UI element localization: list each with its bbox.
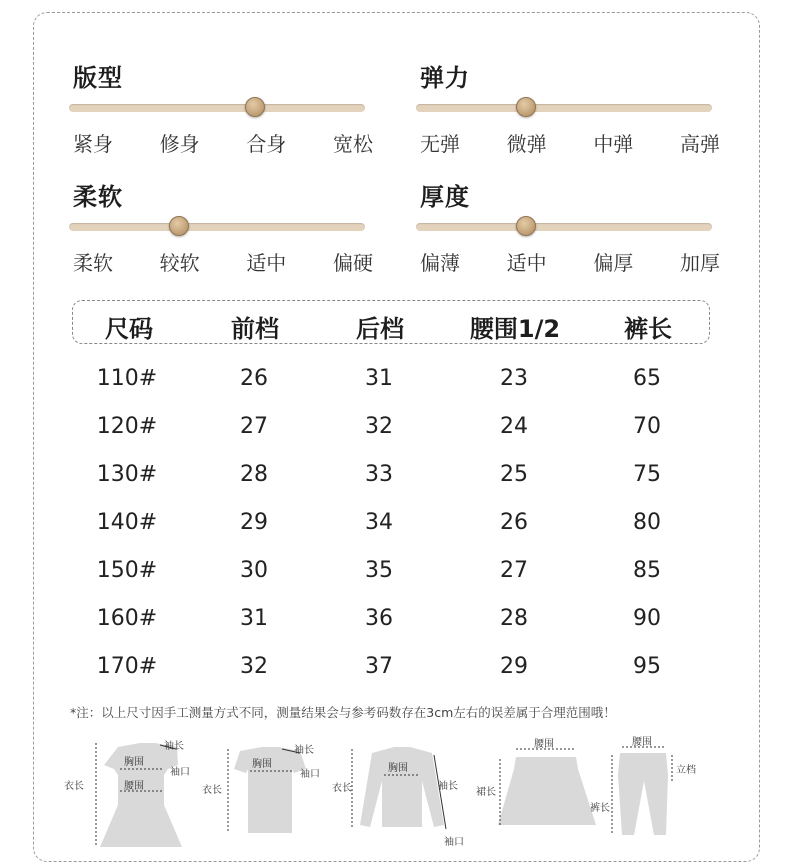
slider-knob <box>169 216 189 236</box>
attribute-elasticity <box>420 58 720 156</box>
option-label: 宽松 <box>332 132 373 156</box>
table-cell: 24 <box>500 414 528 439</box>
table-cell: 33 <box>365 462 393 487</box>
tshirt-chest-label: 胸围 <box>252 759 272 770</box>
table-cell: 28 <box>500 606 528 631</box>
pants-diagram <box>590 736 696 835</box>
skirt-length-label: 裙长 <box>476 787 496 798</box>
table-cell: 31 <box>240 606 268 631</box>
skirt-waist-label: 腰围 <box>534 739 554 750</box>
option-label: 微弹 <box>506 132 547 156</box>
sweater-cuff-label: 袖口 <box>444 837 464 848</box>
attribute-thickness <box>420 177 720 275</box>
dress-diagram <box>64 739 190 847</box>
table-cell: 34 <box>365 510 393 535</box>
table-cell: 35 <box>365 558 393 583</box>
table-cell: 25 <box>500 462 528 487</box>
table-cell: 23 <box>500 366 528 391</box>
table-cell: 65 <box>633 366 661 391</box>
skirt-diagram <box>476 738 596 825</box>
table-cell: 95 <box>633 654 661 679</box>
option-label: 柔软 <box>73 251 113 275</box>
pants-rise-label: 立档 <box>676 765 696 776</box>
header-back-rise: 后档 <box>356 315 404 343</box>
table-cell: 32 <box>240 654 268 679</box>
option-label: 适中 <box>246 251 287 275</box>
attribute-title: 版型 <box>73 64 123 92</box>
dress-chest-label: 胸围 <box>124 757 144 768</box>
table-cell: 85 <box>633 558 661 583</box>
slider-track <box>69 223 365 231</box>
sweater-sleeve-label: 袖长 <box>438 781 458 792</box>
dress-length-label: 衣长 <box>64 781 84 792</box>
table-cell: 150# <box>96 558 158 583</box>
sweater-diagram <box>332 747 464 848</box>
table-cell: 29 <box>240 510 268 535</box>
attribute-title: 厚度 <box>420 183 470 211</box>
table-cell: 70 <box>633 414 661 439</box>
slider-track <box>69 104 365 112</box>
table-cell: 27 <box>500 558 528 583</box>
table-cell: 31 <box>365 366 393 391</box>
header-pant-length: 裤长 <box>624 315 672 343</box>
option-label: 中弹 <box>593 132 634 156</box>
table-cell: 110# <box>96 366 158 391</box>
pants-length-label: 裤长 <box>590 803 610 814</box>
table-cell: 32 <box>365 414 393 439</box>
sweater-length-label: 衣长 <box>332 783 352 794</box>
table-cell: 80 <box>633 510 661 535</box>
measurement-diagrams <box>60 735 740 860</box>
table-cell: 28 <box>240 462 268 487</box>
option-label: 较软 <box>159 251 200 275</box>
table-cell: 29 <box>500 654 528 679</box>
option-label: 偏硬 <box>332 251 373 275</box>
sweater-chest-label: 胸围 <box>388 763 408 774</box>
option-label: 高弹 <box>679 132 720 156</box>
dress-cuff-label: 袖口 <box>170 767 190 778</box>
option-label: 加厚 <box>679 251 720 275</box>
table-cell: 27 <box>240 414 268 439</box>
tshirt-cuff-label: 袖口 <box>300 769 320 780</box>
header-size: 尺码 <box>105 315 153 343</box>
table-cell: 140# <box>96 510 158 535</box>
slider-knob <box>516 97 536 117</box>
tshirt-diagram <box>202 743 320 833</box>
table-cell: 26 <box>240 366 268 391</box>
option-label: 修身 <box>159 132 200 156</box>
slider-knob <box>516 216 536 236</box>
pants-waist-label: 腰围 <box>632 737 652 748</box>
option-label: 合身 <box>246 132 287 156</box>
table-cell: 26 <box>500 510 528 535</box>
table-cell: 160# <box>96 606 158 631</box>
table-cell: 75 <box>633 462 661 487</box>
tshirt-length-label: 衣长 <box>202 785 222 796</box>
size-table-header <box>72 300 710 344</box>
table-cell: 130# <box>96 462 158 487</box>
header-front-rise: 前档 <box>231 315 279 343</box>
option-label: 无弹 <box>420 132 460 156</box>
tshirt-sleeve-label: 袖长 <box>294 745 314 756</box>
slider-track <box>416 223 712 231</box>
dress-sleeve-label: 袖长 <box>164 741 184 752</box>
table-cell: 37 <box>365 654 393 679</box>
table-cell: 30 <box>240 558 268 583</box>
attribute-title: 柔软 <box>73 183 123 211</box>
slider-track <box>416 104 712 112</box>
option-label: 适中 <box>506 251 547 275</box>
option-label: 紧身 <box>73 132 113 156</box>
attribute-fit <box>73 58 373 156</box>
option-label: 偏薄 <box>420 251 460 275</box>
table-cell: 170# <box>96 654 158 679</box>
table-cell: 90 <box>633 606 661 631</box>
measurement-note: *注：以上尺寸因手工测量方式不同，测量结果会与参考码数存在3cm左右的误差属于合理范围哦！ <box>70 705 616 720</box>
attribute-title: 弹力 <box>420 64 470 92</box>
dress-waist-label: 腰围 <box>124 781 144 792</box>
option-label: 偏厚 <box>593 251 634 275</box>
header-half-waist: 腰围1/2 <box>469 315 561 343</box>
attribute-softness <box>73 177 373 275</box>
table-cell: 36 <box>365 606 393 631</box>
table-cell: 120# <box>96 414 158 439</box>
